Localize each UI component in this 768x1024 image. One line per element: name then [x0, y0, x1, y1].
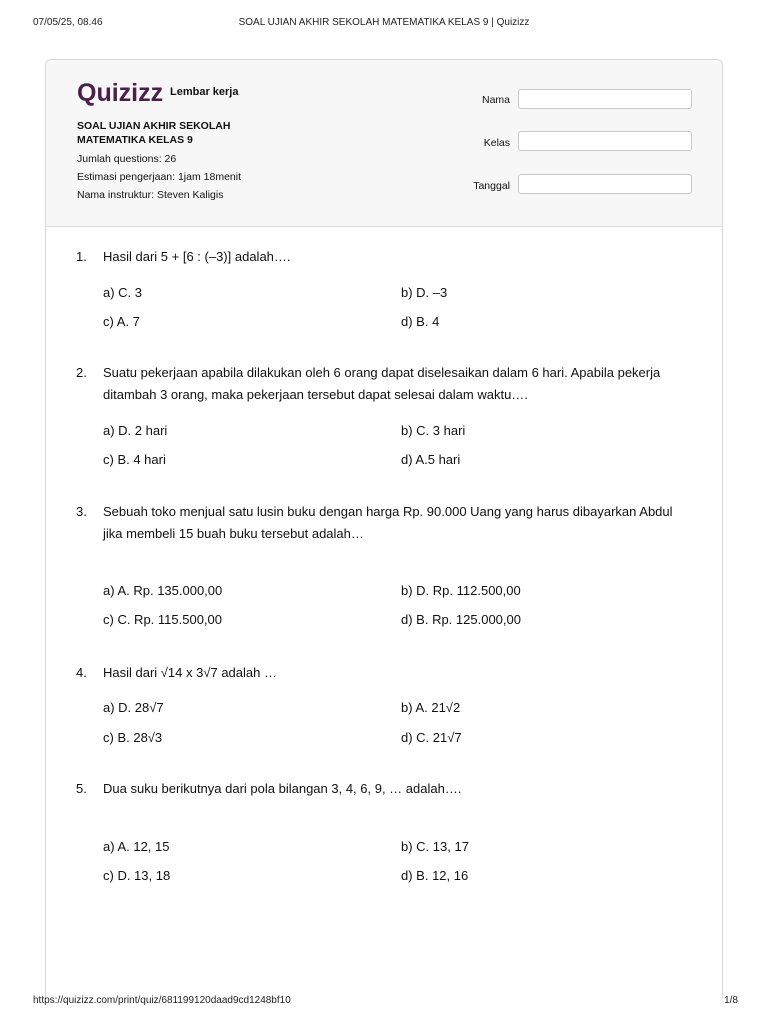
question-number: 3.	[76, 504, 87, 519]
option-a: a) D. 2 hari	[103, 423, 168, 438]
option-b: b) C. 3 hari	[401, 423, 466, 438]
option-c: c) D. 13, 18	[103, 868, 171, 883]
question-text: Hasil dari √14 x 3√7 adalah …	[103, 665, 277, 680]
estimated-time: Estimasi pengerjaan: 1jam 18menit	[77, 171, 242, 183]
option-d: d) A.5 hari	[401, 452, 461, 467]
option-a: a) A. 12, 15	[103, 839, 170, 854]
tanggal-label: Tanggal	[473, 180, 510, 192]
option-d: d) B. 4	[401, 314, 440, 329]
option-a: a) A. Rp. 135.000,00	[103, 583, 223, 598]
option-c: c) B. 4 hari	[103, 452, 166, 467]
option-d: d) C. 21√7	[401, 730, 462, 745]
instructor-name: Nama instruktur: Steven Kaligis	[77, 189, 224, 201]
question-number: 5.	[76, 781, 87, 796]
option-c: c) A. 7	[103, 314, 140, 329]
option-a: a) C. 3	[103, 285, 143, 300]
option-d: d) B. 12, 16	[401, 868, 469, 883]
question-number: 1.	[76, 249, 87, 264]
option-b: b) A. 21√2	[401, 700, 461, 715]
nama-field[interactable]	[518, 89, 692, 109]
option-b: b) C. 13, 17	[401, 839, 469, 854]
quiz-title: SOAL UJIAN AKHIR SEKOLAH MATEMATIKA KELAS 9	[77, 120, 231, 146]
tanggal-field[interactable]	[518, 174, 692, 194]
questions-count: Jumlah questions: 26	[77, 153, 177, 165]
question-text: Hasil dari 5 + [6 : (–3)] adalah….	[103, 249, 291, 264]
option-d: d) B. Rp. 125.000,00	[401, 612, 521, 627]
question-text: Sebuah toko menjual satu lusin buku dengan harga Rp. 90.000 Uang yang harus dibayarkan Abdul jika membeli 15 buah buku tersebut adalah…	[103, 504, 673, 541]
worksheet-subtitle: Lembar kerja	[170, 86, 239, 98]
nama-label: Nama	[481, 94, 510, 106]
print-page-number: 1/8	[724, 995, 738, 1006]
worksheet-header	[46, 60, 722, 227]
kelas-label: Kelas	[483, 137, 510, 149]
logo-text: Quizizz	[77, 79, 164, 107]
option-c: c) B. 28√3	[103, 730, 163, 745]
quizizz-logo	[77, 79, 163, 107]
option-c: c) C. Rp. 115.500,00	[103, 612, 222, 627]
question-text: Dua suku berikutnya dari pola bilangan 3, 4, 6, 9, … adalah….	[103, 781, 462, 796]
print-page-title: SOAL UJIAN AKHIR SEKOLAH MATEMATIKA KELAS 9 | Quizizz	[238, 17, 530, 28]
option-b: b) D. Rp. 112.500,00	[401, 583, 521, 598]
print-datetime: 07/05/25, 08.46	[33, 17, 103, 28]
kelas-field[interactable]	[518, 131, 692, 151]
print-url: https://quizizz.com/print/quiz/681199120daad9cd1248bf10	[33, 995, 291, 1006]
option-b: b) D. –3	[401, 285, 448, 300]
question-number: 2.	[76, 365, 87, 380]
option-a: a) D. 28√7	[103, 700, 164, 715]
question-number: 4.	[76, 665, 87, 680]
question-text: Suatu pekerjaan apabila dilakukan oleh 6 orang dapat diselesaikan dalam 6 hari. Apabila pekerja ditambah 3 orang, maka pekerjaan tersebut dapat selesai dalam waktu….	[103, 365, 661, 402]
